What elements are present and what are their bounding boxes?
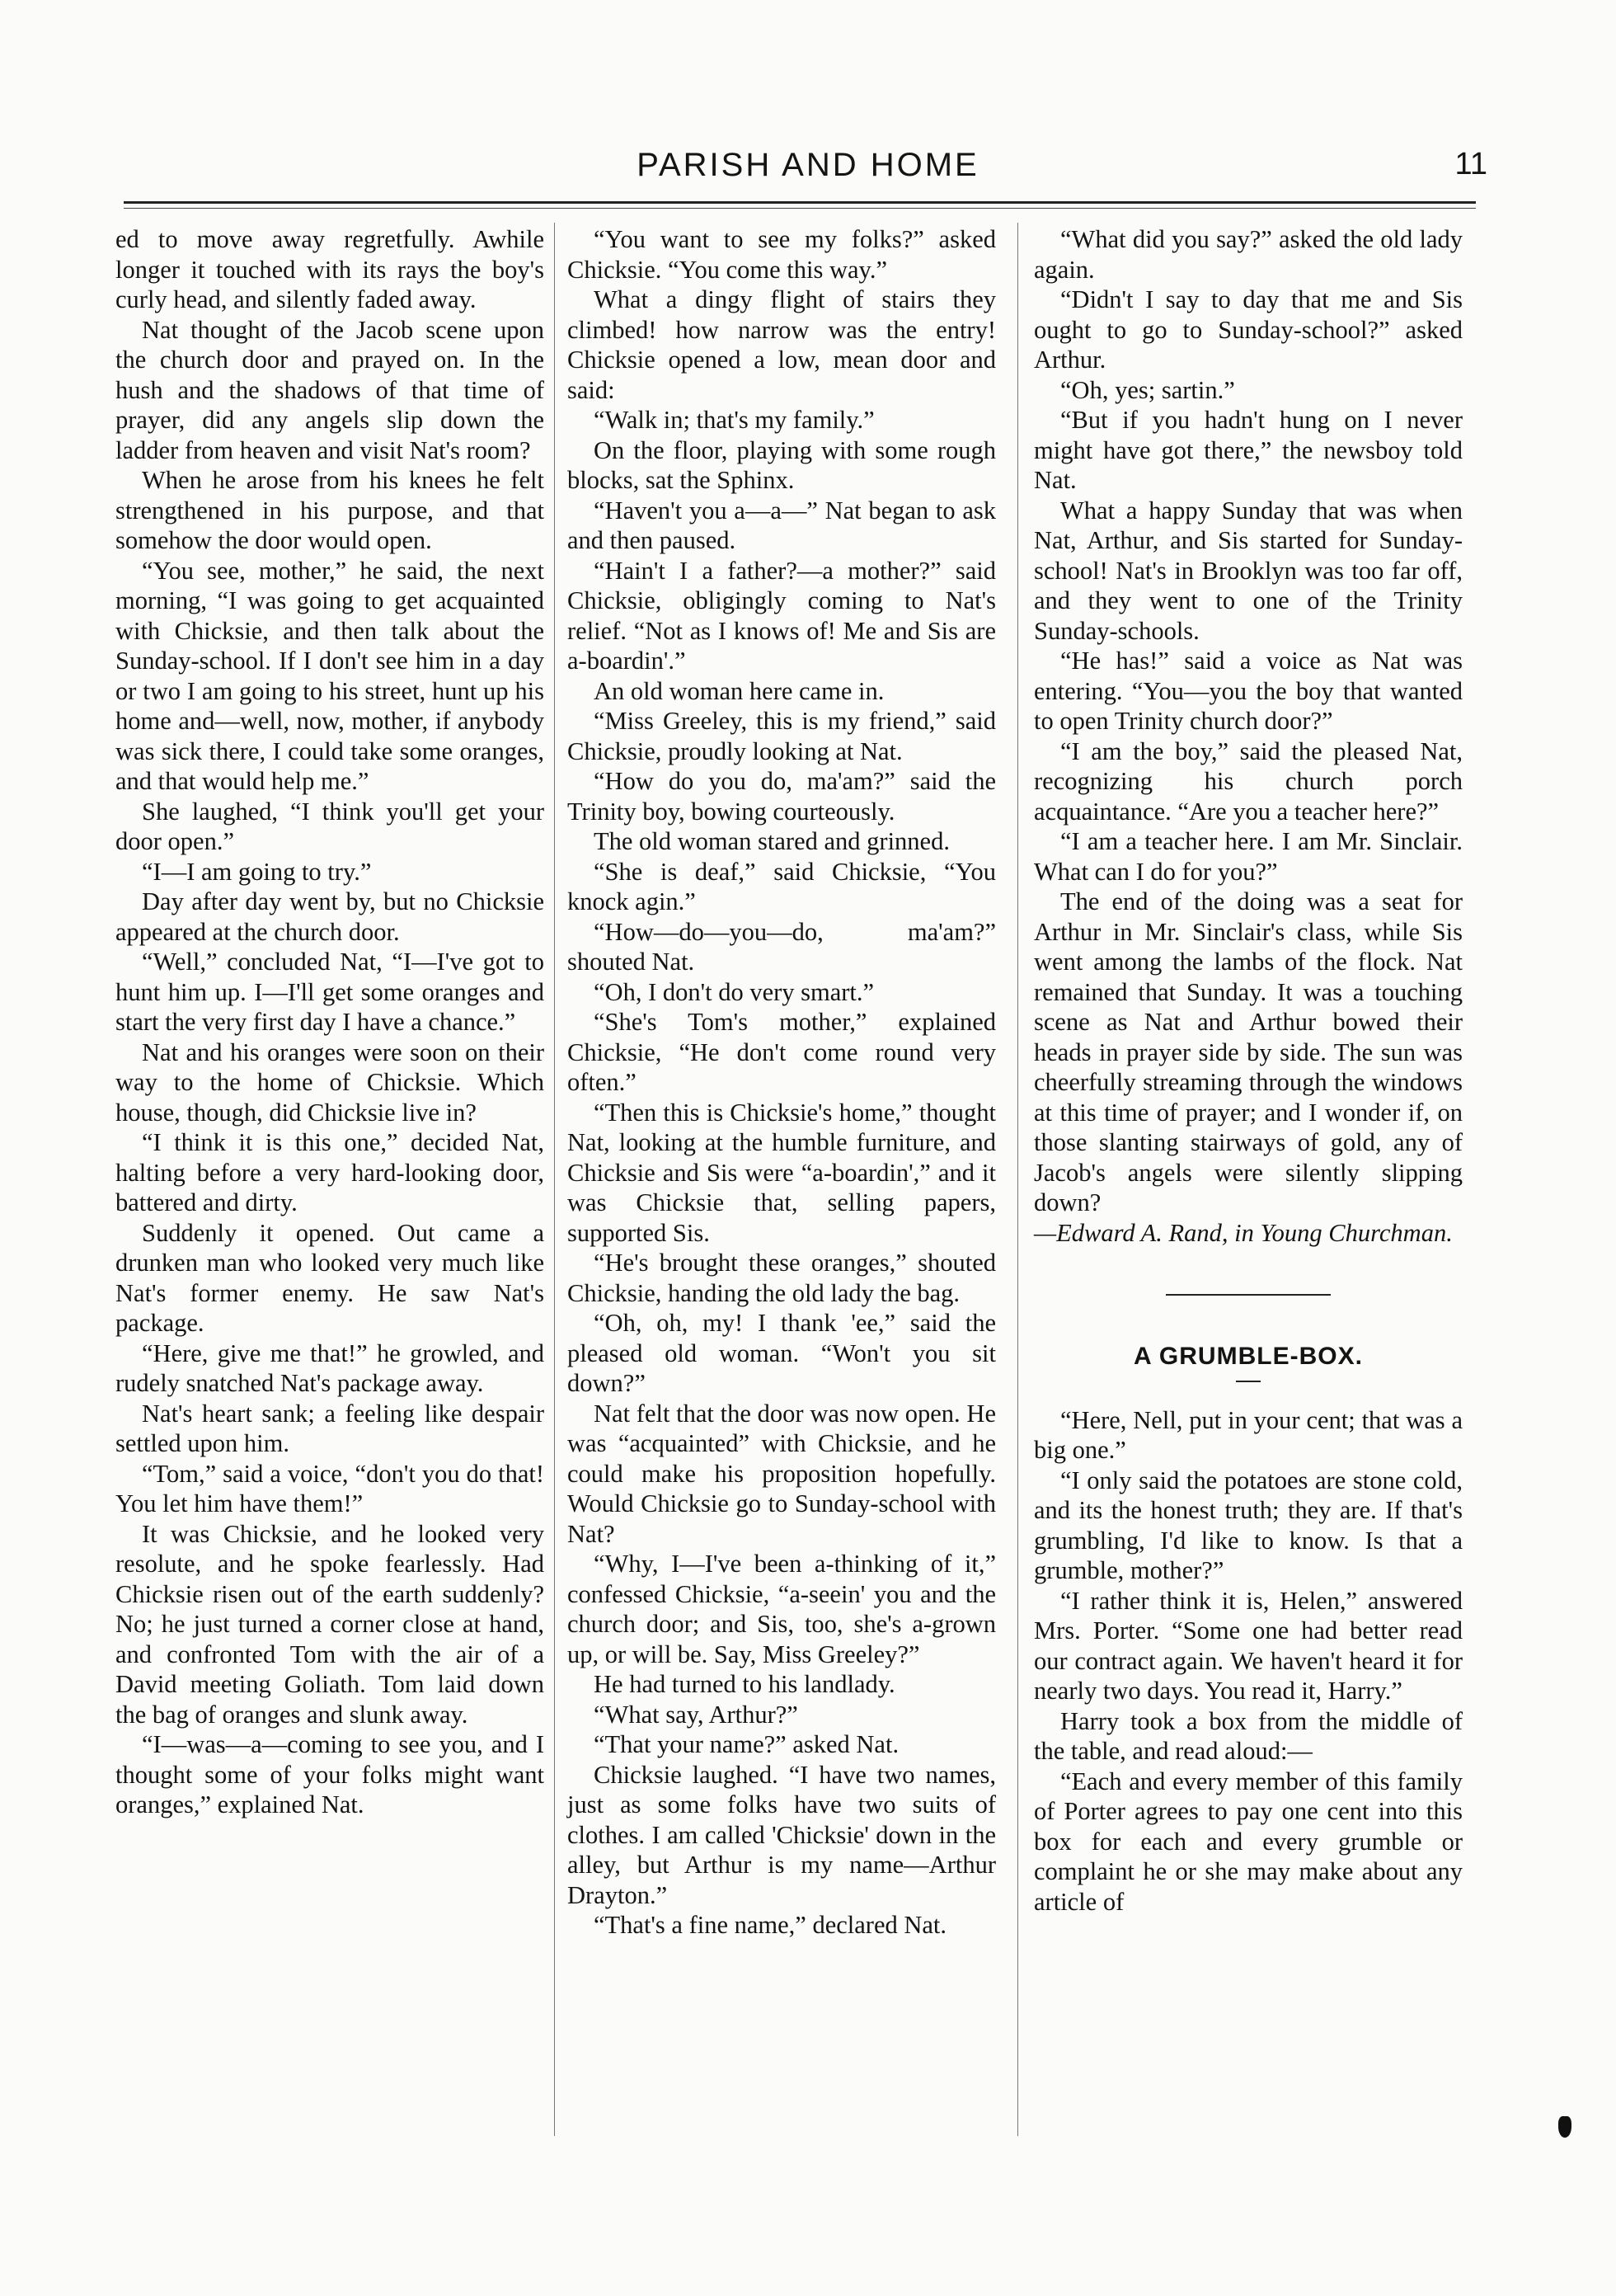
paragraph: An old woman here came in. (594, 676, 885, 705)
header-rule (124, 201, 1476, 204)
paragraph: ed to move away regretfully. Awhile longer it touched with its rays the boy's curly head, and silently faded away. (115, 225, 544, 313)
page-number: 11 (1454, 147, 1487, 181)
paragraph: “How do you do, ma'am?” said the Trinity boy, bowing courteously. (567, 767, 996, 826)
paragraph: “Then this is Chicksie's home,” thought Nat, looking at the humble furniture, and Chicksie and Sis were “a-boardin',” and it was Chicksie that, selling papers, supported Sis. (567, 1098, 996, 1247)
paragraph: Day after day went by, but no Chicksie appeared at the church door. (115, 887, 544, 946)
page-header (124, 140, 1492, 190)
paragraph: Suddenly it opened. Out came a drunken man who looked very much like Nat's former enemy. He saw Nat's package. (115, 1218, 544, 1337)
text-column-middle (567, 224, 996, 1941)
paragraph: “I rather think it is, Helen,” answered Mrs. Porter. “Some one had better read our contract again. We haven't heard it for nearly two days. You read it, Harry.” (1034, 1586, 1463, 1705)
column-divider (554, 223, 555, 2136)
section-separator (1166, 1294, 1331, 1296)
paragraph: He had turned to his landlady. (594, 1670, 895, 1698)
page-mark-icon (1558, 2116, 1571, 2138)
paragraph: “I—was—a—coming to see you, and I thought some of your folks might want oranges,” explained Nat. (115, 1730, 544, 1818)
paragraph: “Didn't I say to day that me and Sis ought to go to Sunday-school?” asked Arthur. (1034, 285, 1463, 374)
paragraph: “Oh, yes; sartin.” (1060, 375, 1235, 404)
paragraph: “Oh, oh, my! I thank 'ee,” said the pleased old woman. “Won't you sit down?” (567, 1309, 996, 1397)
column-divider (1017, 223, 1018, 2136)
paragraph: “Miss Greeley, this is my friend,” said Chicksie, proudly looking at Nat. (567, 707, 996, 765)
paragraph: “Oh, I don't do very smart.” (594, 977, 875, 1006)
paragraph: She laughed, “I think you'll get your door open.” (115, 797, 544, 855)
text-column-left (115, 224, 544, 1820)
paragraph: “She's Tom's mother,” explained Chicksie, “He don't come round very often.” (567, 1008, 996, 1096)
paragraph: “She is deaf,” said Chicksie, “You knock agin.” (567, 857, 996, 915)
paragraph: Nat and his oranges were soon on their way to the home of Chicksie. Which house, though, did Chicksie live in? (115, 1037, 544, 1127)
paragraph: “Walk in; that's my family.” (594, 406, 875, 434)
paragraph: “I—I am going to try.” (142, 857, 372, 886)
text-column-right (1034, 224, 1463, 1917)
article-heading: A GRUMBLE-BOX. (1134, 1343, 1363, 1370)
paragraph: “You want to see my folks?” asked Chicksie. “You come this way.” (567, 225, 996, 284)
paragraph: “Each and every member of this family of Porter agrees to pay one cent into this box for each and every grumble or complaint he or she may make about any article of (1034, 1767, 1463, 1916)
paragraph: “I am the boy,” said the pleased Nat, recognizing his church porch acquaintance. “Are you a teacher here?” (1034, 736, 1463, 826)
paragraph: The end of the doing was a seat for Arthur in Mr. Sinclair's class, while Sis went among the lambs of the flock. Nat remained that Sunday. It was a touching scene as Nat and Arthur bowed their heads in prayer side by side. The sun was cheerfully streaming through the windows at this time of prayer; and I wonder if, on those slanting stairways of gold, any of Jacob's angels were silently slipping down? (1034, 887, 1463, 1216)
publication-title: PARISH AND HOME (637, 147, 979, 183)
paragraph: “Here, give me that!” he growled, and rudely snatched Nat's package away. (115, 1339, 544, 1397)
paragraph: What a happy Sunday that was when Nat, Arthur, and Sis started for Sunday-school! Nat's in Brooklyn was too far off, and they went to one of the Trinity Sunday-schools. (1034, 496, 1463, 645)
header-rule-thin (124, 208, 1476, 209)
paragraph: “That's a fine name,” declared Nat. (594, 1911, 947, 1939)
paragraph: Harry took a box from the middle of the table, and read aloud:— (1034, 1706, 1463, 1765)
paragraph: “I am a teacher here. I am Mr. Sinclair. What can I do for you?” (1034, 827, 1463, 886)
paragraph: When he arose from his knees he felt strengthened in his purpose, and that somehow the door would open. (115, 466, 544, 554)
paragraph: On the floor, playing with some rough blocks, sat the Sphinx. (567, 435, 996, 494)
paragraph: The old woman stared and grinned. (594, 827, 950, 855)
paragraph: “Well,” concluded Nat, “I—I've got to hunt him up. I—I'll get some oranges and start the very first day I have a chance.” (115, 948, 544, 1036)
paragraph: “What did you say?” asked the old lady again. (1034, 225, 1463, 284)
paragraph: “Tom,” said a voice, “don't you do that! You let him have them!” (115, 1459, 544, 1517)
paragraph: “He's brought these oranges,” shouted Chicksie, handing the old lady the bag. (567, 1249, 996, 1307)
paragraph: It was Chicksie, and he looked very resolute, and he spoke fearlessly. Had Chicksie risen out of the earth suddenly? No; he just turned a corner close at hand, and confronted Tom with the air of a David meeting Goliath. Tom laid down the bag of oranges and slunk away. (115, 1519, 544, 1729)
paragraph: “What say, Arthur?” (594, 1700, 798, 1729)
paragraph: What a dingy flight of stairs they climbed! how narrow was the entry! Chicksie opened a low, mean door and said: (567, 285, 996, 404)
paragraph: “How—do—you—do, ma'am?” shouted Nat. (567, 917, 996, 976)
paragraph: “Haven't you a—a—” Nat began to ask and then paused. (567, 496, 996, 554)
paragraph: Nat thought of the Jacob scene upon the church door and prayed on. In the hush and the shadows of that time of prayer, did any angels slip down the ladder from heaven and visit Nat's room? (115, 315, 544, 464)
paragraph: “He has!” said a voice as Nat was entering. “You—you the boy that wanted to open Trinity church door?” (1034, 647, 1463, 735)
paragraph: Nat felt that the door was now open. He was “acquainted” with Chicksie, and he could make his proposition hopefully. Would Chicksie go to Sunday-school with Nat? (567, 1399, 996, 1548)
paragraph: Chicksie laughed. “I have two names, just as some folks have two suits of clothes. I am called 'Chicksie' down in the alley, but Arthur is my name—Arthur Drayton.” (567, 1760, 996, 1909)
paragraph: “I think it is this one,” decided Nat, halting before a very hard-looking door, battered and dirty. (115, 1128, 544, 1216)
paragraph: “Here, Nell, put in your cent; that was a big one.” (1034, 1405, 1463, 1464)
paragraph: “I only said the potatoes are stone cold, and its the honest truth; they are. If that's grumbling, I'd like to know. Is that a grumble, mother?” (1034, 1466, 1463, 1584)
paragraph: “Why, I—I've been a-thinking of it,” confessed Chicksie, “a-seein' you and the church door; and Sis, too, she's a-grown up, or will be. Say, Miss Greeley?” (567, 1550, 996, 1668)
paragraph: “But if you hadn't hung on I never might have got there,” the newsboy told Nat. (1034, 406, 1463, 494)
story-byline: —Edward A. Rand, in Young Churchman. (1034, 1218, 1453, 1247)
paragraph: “You see, mother,” he said, the next morning, “I was going to get acquainted with Chicksie, and then talk about the Sunday-school. If I don't see him in a day or two I am going to his street, hunt up his home and—well, now, mother, if anybody was sick there, I could take some oranges, and that would help me.” (115, 556, 544, 795)
heading-dash (1236, 1381, 1261, 1382)
paragraph: “That your name?” asked Nat. (594, 1730, 900, 1758)
paragraph: Nat's heart sank; a feeling like despair settled upon him. (115, 1399, 544, 1457)
paragraph: “Hain't I a father?—a mother?” said Chicksie, obligingly coming to Nat's relief. “Not as I knows of! Me and Sis are a-boardin'.” (567, 556, 996, 675)
